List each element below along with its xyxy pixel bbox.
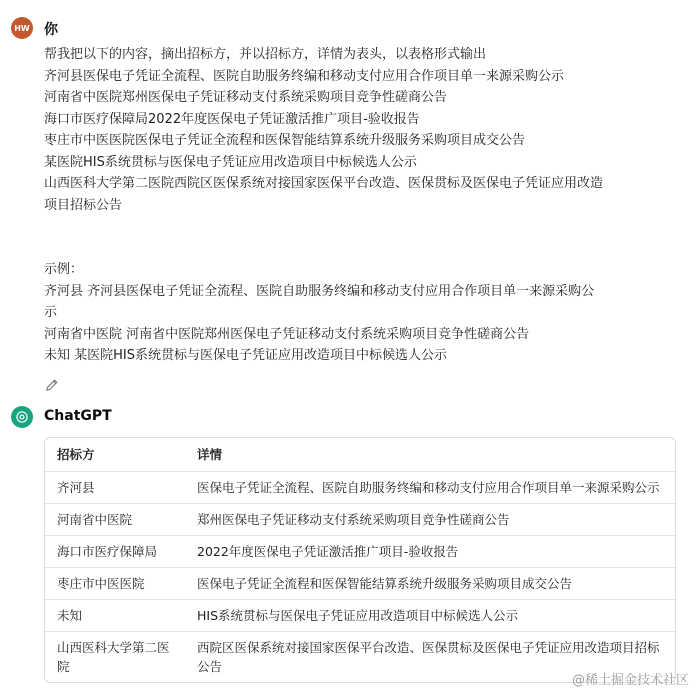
table-row	[45, 536, 675, 568]
bidder-cell: 齐河县	[45, 472, 185, 504]
message-line: 某医院HIS系统贯标与医保电子凭证应用改造项目中标候选人公示	[44, 154, 417, 170]
table-row	[45, 472, 675, 504]
details-cell: HIS系统贯标与医保电子凭证应用改造项目中标候选人公示	[185, 600, 675, 632]
column-header-bidder: 招标方	[45, 438, 185, 472]
user-message	[11, 17, 689, 387]
bidder-cell: 河南省中医院	[45, 504, 185, 536]
message-line: 项目招标公告	[44, 197, 123, 213]
table-row	[45, 568, 675, 600]
assistant-sender-name: ChatGPT	[44, 408, 112, 424]
details-cell: 医保电子凭证全流程和医保智能结算系统升级服务采购项目成交公告	[185, 568, 675, 600]
details-cell: 西院区医保系统对接国家医保平台改造、医保贯标及医保电子凭证应用改造项目招标公告	[197, 640, 660, 674]
table-row	[45, 600, 675, 632]
message-line: 齐河县医保电子凭证全流程、医院自助服务终编和移动支付应用合作项目单一来源采购公示	[44, 68, 565, 84]
spacer	[44, 216, 684, 259]
result-table	[44, 437, 676, 683]
table-header-row	[45, 438, 675, 472]
message-line: 帮我把以下的内容，摘出招标方，并以招标方，详情为表头，以表格形式输出	[44, 47, 487, 62]
column-header-details: 详情	[185, 438, 675, 472]
pencil-icon[interactable]	[45, 378, 59, 392]
bidder-cell: 未知	[45, 600, 185, 632]
details-cell: 医保电子凭证全流程、医院自助服务终编和移动支付应用合作项目单一来源采购公示	[185, 472, 675, 504]
user-sender-name: 你	[44, 22, 58, 38]
user-avatar	[11, 17, 33, 39]
table-row	[45, 504, 675, 536]
watermark: @稀土掘金技术社区	[571, 673, 689, 688]
message-line: 河南省中医院郑州医保电子凭证移动支付系统采购项目竞争性磋商公告	[44, 90, 448, 105]
message-line: 海口市医疗保障局2022年度医保电子凭证激活推广项目-验收报告	[44, 111, 420, 127]
message-line: 枣庄市中医医院医保电子凭证全流程和医保智能结算系统升级服务采购项目成交公告	[44, 133, 526, 148]
example-line: 齐河县 齐河县医保电子凭证全流程、医院自助服务终编和移动支付应用合作项目单一来源采购公	[44, 283, 595, 299]
details-cell: 郑州医保电子凭证移动支付系统采购项目竞争性磋商公告	[185, 504, 675, 536]
bidder-cell: 海口市医疗保障局	[45, 536, 185, 568]
message-line: 山西医科大学第二医院西院区医保系统对接国家医保平台改造、医保贯标及医保电子凭证应用改造	[44, 176, 604, 191]
example-line: 示	[44, 305, 58, 320]
example-line: 未知 某医院HIS系统贯标与医保电子凭证应用改造项目中标候选人公示	[44, 348, 447, 363]
example-line: 河南省中医院 河南省中医院郑州医保电子凭证移动支付系统采购项目竞争性磋商公告	[44, 326, 530, 342]
details-cell: 2022年度医保电子凭证激活推广项目-验收报告	[185, 536, 675, 568]
openai-logo-icon	[11, 406, 33, 428]
assistant-message	[11, 406, 689, 686]
bidder-cell: 枣庄市中医医院	[45, 568, 185, 600]
example-line: 示例：	[44, 262, 84, 277]
bidder-cell: 山西医科大学第二医院	[57, 640, 170, 674]
user-message-body	[44, 44, 684, 367]
user-avatar-text: HW	[14, 23, 30, 33]
